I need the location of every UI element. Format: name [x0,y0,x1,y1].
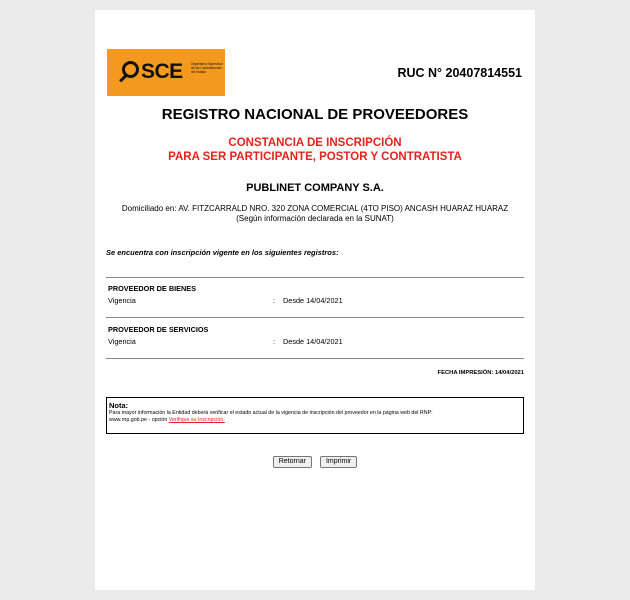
logo-text: SCE [141,60,183,83]
registry-value-servicios: Desde 14/04/2021 [283,337,343,346]
registry-title-servicios: PROVEEDOR DE SERVICIOS [108,325,209,334]
registry-label-bienes: Vigencia [108,296,136,305]
note-box [106,397,524,434]
ruc-number: RUC N° 20407814551 [397,66,522,80]
registry-value-bienes: Desde 14/04/2021 [283,296,343,305]
registry-label-servicios: Vigencia [108,337,136,346]
osce-logo [107,49,225,96]
document-page [95,10,535,590]
verify-inscription-link[interactable]: Verifique su Inscripción. [168,417,225,423]
print-button[interactable]: Imprimir [320,456,357,468]
back-button[interactable]: Retornar [273,456,312,468]
note-title: Nota: [109,401,129,410]
print-date: FECHA IMPRESIÓN: 14/04/2021 [437,370,524,376]
button-bar [95,456,535,468]
company-address: Domiciliado en: AV. FITZCARRALD NRO. 320 ZONA COMERCIAL (4TO PISO) ANCASH HUARAZ HUARAZ (Según información declarada en la SUNAT) [121,204,509,223]
note-text [109,410,521,424]
company-name: PUBLINET COMPANY S.A. [246,182,384,194]
certificate-subtitle [95,136,535,164]
page-title: REGISTRO NACIONAL DE PROVEEDORES [161,106,469,123]
note-text-2: www.rnp.gob.pe - opción [109,417,168,423]
divider [106,317,524,318]
registry-colon: : [273,337,276,346]
subtitle-line-1: CONSTANCIA DE INSCRIPCIÓN [228,137,402,149]
subtitle-line-2: PARA SER PARTICIPANTE, POSTOR Y CONTRATISTA [168,151,462,163]
registry-title-bienes: PROVEEDOR DE BIENES [108,284,196,293]
registry-colon: : [273,296,276,305]
registry-intro: Se encuentra con inscripción vigente en los siguientes registros: [106,248,339,257]
divider [106,358,524,359]
logo-tagline: Organismo Supervisor de las Contrataciones del Estado [191,62,223,74]
note-text-1: Para mayor información la Entidad deberá verificar el estado actual de la vigencia de inscripción del proveedor en la página web del RNP: [109,410,433,416]
divider [106,277,524,278]
